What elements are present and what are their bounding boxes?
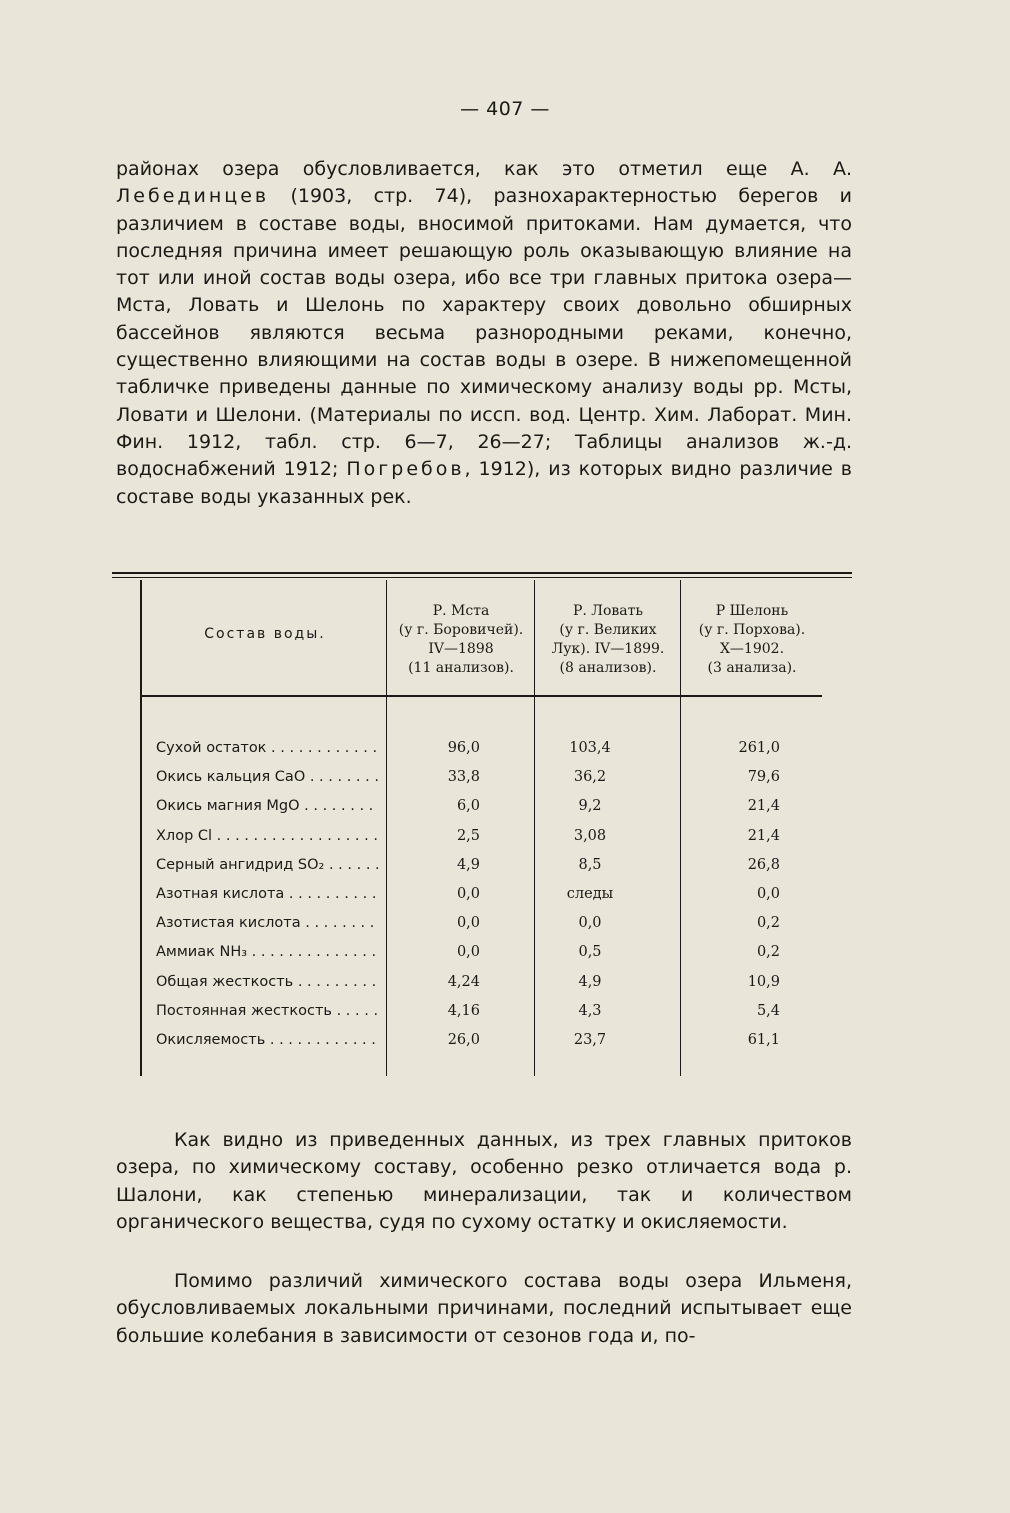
cell-shelon: 79,6 bbox=[747, 769, 780, 786]
cell-msta: 4,24 bbox=[447, 973, 480, 990]
cell-lovat: 8,5 bbox=[578, 856, 602, 873]
header-msta-line3: IV—1898 bbox=[428, 641, 494, 657]
row-label: Окись магния MgO . . . bbox=[156, 798, 378, 814]
row-label: Аммиак NH₃ . . . bbox=[156, 944, 378, 960]
cell-msta: 4,16 bbox=[447, 1002, 480, 1019]
cell-msta: 4,9 bbox=[456, 856, 480, 873]
cell-shelon: 0,2 bbox=[756, 915, 780, 932]
cell-msta: 26,0 bbox=[447, 1032, 480, 1048]
table-header-rule bbox=[140, 695, 822, 697]
row-label: Азотистая кислота . . . bbox=[156, 915, 378, 931]
header-msta-line1: Р. Мста bbox=[432, 603, 490, 619]
paragraph-conclusion: Как видно из приведенных данных, из трех главных притоков озера, по химическому составу, особенно резко отличается вода р. Шалони, как степенью минерализации, так и количеством органического вещества, судя по сухому остатку и окисляемости. bbox=[116, 1129, 852, 1233]
cell-lovat: 4,9 bbox=[578, 973, 602, 990]
cell-lovat: 9,2 bbox=[578, 798, 602, 815]
cell-msta: 2,5 bbox=[456, 827, 480, 844]
cell-lovat: 4,3 bbox=[578, 1002, 602, 1019]
cell-msta: 96,0 bbox=[447, 740, 480, 756]
table-col-divider-2 bbox=[534, 580, 535, 1076]
paragraph-seasonal: Помимо различий химического состава воды озера Ильменя, обусловливаемых локальными причинами, последний испытывает еще большие колебания в зависимости от сезонов года и, по- bbox=[116, 1270, 852, 1347]
row-label: Хлор Cl . . . bbox=[156, 828, 378, 844]
row-label: Постоянная жесткость . . . bbox=[156, 1003, 378, 1019]
cell-lovat: 23,7 bbox=[573, 1032, 607, 1048]
header-shelon-line3: X—1902. bbox=[719, 641, 785, 657]
cell-lovat: 103,4 bbox=[569, 740, 611, 756]
paragraph-intro-part-b: (1903, стр. 74), разнохарактерностью берегов и различием в составе воды, вносимой притоками. Нам думается, что последняя причина имеет решающую роль оказывающую влияние на тот или иной состав воды озера, ибо все три главных притока озера—Мста, Ловать и Шелонь по характеру своих довольно обширных бассейнов являются весьма разнородными реками, конечно, существенно влияющими на состав воды в озере. В нижепомещенной табличке приведены данные по химическому анализу воды рр. Мсты, Ловати и Шелони. (Материалы по иссп. вод. Центр. Хим. Лаборат. Мин. Фин. 1912, табл. стр. 6—7, 26—27; Таблицы анализов ж.-д. водоснабжений 1912; bbox=[116, 185, 852, 481]
cell-shelon: 21,4 bbox=[747, 798, 780, 815]
row-label: Серный ангидрид SO₂ . . . bbox=[156, 857, 378, 873]
header-composition: Состав воды. bbox=[204, 626, 326, 642]
cell-shelon: 26,8 bbox=[747, 856, 780, 873]
cell-msta: 0,0 bbox=[456, 886, 480, 902]
cell-msta: 0,0 bbox=[456, 915, 480, 932]
cell-shelon: 21,4 bbox=[747, 827, 780, 844]
header-lovat-line4: (8 анализов). bbox=[559, 660, 657, 676]
header-shelon-line2: (у г. Порхова). bbox=[698, 622, 806, 638]
cell-msta: 6,0 bbox=[456, 798, 480, 815]
cell-shelon: 261,0 bbox=[738, 740, 780, 756]
table-left-border bbox=[140, 580, 142, 1076]
row-label: Азотная кислота . . . bbox=[156, 886, 378, 902]
cell-msta: 33,8 bbox=[447, 769, 480, 786]
header-shelon-line1: Р Шелонь bbox=[715, 603, 789, 619]
paragraph-intro-part-a: районах озера обусловливается, как это отметил еще А. А. bbox=[116, 158, 852, 180]
cell-lovat: 36,2 bbox=[573, 769, 607, 786]
header-msta bbox=[388, 602, 534, 678]
row-label: Общая жесткость . . . bbox=[156, 974, 378, 990]
row-label: Сухой остаток . . . bbox=[156, 740, 378, 756]
cell-lovat: 3,08 bbox=[573, 827, 607, 844]
header-lovat-line1: Р. Ловать bbox=[572, 603, 644, 619]
cell-lovat: 0,5 bbox=[578, 944, 602, 961]
header-msta-line4: (11 анализов). bbox=[408, 660, 514, 676]
header-msta-line2: (у г. Боровичей). bbox=[398, 622, 524, 638]
header-shelon-line4: (3 анализа). bbox=[707, 660, 797, 676]
header-lovat-line3: Лук). IV—1899. bbox=[551, 641, 665, 657]
table-col-divider-1 bbox=[386, 580, 387, 1076]
header-lovat bbox=[536, 602, 680, 678]
page-number: — 407 — bbox=[460, 98, 550, 120]
cell-shelon: 5,4 bbox=[756, 1002, 780, 1019]
table-col-divider-3 bbox=[680, 580, 681, 1076]
row-label: Окисляемость . . . bbox=[156, 1032, 378, 1048]
table-top-rule-2 bbox=[112, 577, 852, 578]
cell-shelon: 10,9 bbox=[747, 973, 780, 990]
cell-shelon: 61,1 bbox=[747, 1032, 780, 1048]
cell-shelon: 0,0 bbox=[756, 886, 780, 902]
cell-shelon: 0,2 bbox=[756, 944, 780, 961]
paragraph-intro-part-c: , 1912), из которых видно различие в составе воды указанных рек. bbox=[116, 458, 853, 508]
author-lebedintsev: Лебединцев bbox=[116, 185, 270, 208]
header-lovat-line2: (у г. Великих bbox=[559, 622, 657, 638]
header-shelon bbox=[682, 602, 822, 678]
author-pogrebov: Погребов bbox=[346, 458, 465, 481]
cell-msta: 0,0 bbox=[456, 944, 480, 961]
cell-lovat: 0,0 bbox=[578, 915, 602, 932]
row-label: Окись кальция CaO . . . bbox=[156, 769, 378, 785]
cell-lovat: следы bbox=[566, 886, 614, 902]
table-top-rule bbox=[112, 572, 852, 574]
